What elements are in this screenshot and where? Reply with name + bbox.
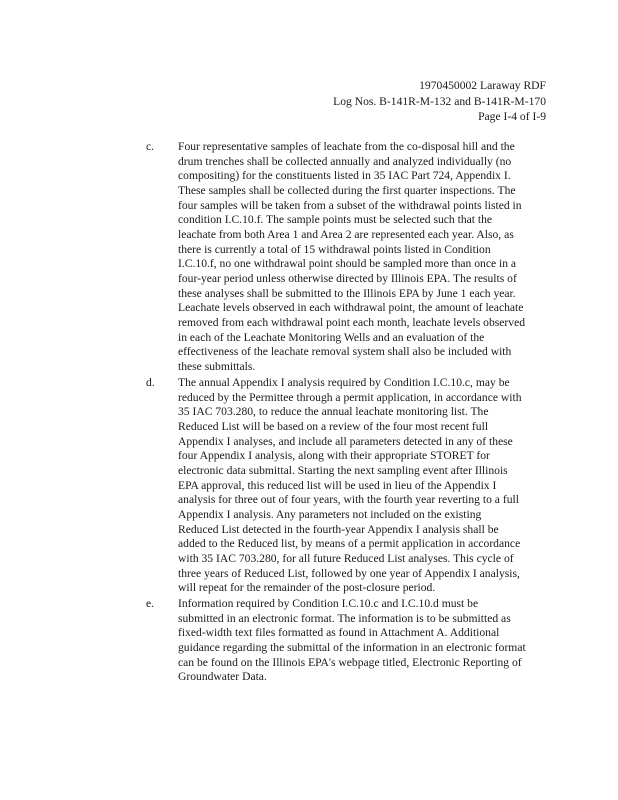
text-line: effectiveness of the leachate removal system shall also be included with — [178, 345, 512, 359]
text-line: can be found on the Illinois EPA's webpage titled, Electronic Reporting of — [178, 655, 522, 669]
text-line: will repeat for the remainder of the post-closure period. — [178, 581, 436, 595]
facility-id-line: 1970450002 Laraway RDF — [419, 79, 546, 92]
text-line: analysis for three out of four years, with the fourth year reverting to a full — [178, 493, 519, 507]
text-line: removed from each withdrawal point each month, leachate levels observed — [178, 315, 526, 329]
text-line: The annual Appendix I analysis required by Condition I.C.10.c, may be — [178, 376, 510, 389]
text-line: Groundwater Data. — [178, 670, 267, 684]
item-text — [178, 140, 546, 375]
text-line: four-year period unless otherwise directed by Illinois EPA. The results of — [178, 271, 517, 285]
text-line: EPA approval, this reduced list will be used in lieu of the Appendix I — [178, 478, 497, 492]
item-text — [178, 376, 546, 596]
text-line: Appendix I analysis. Any parameters not included on the existing — [178, 507, 482, 521]
text-line: compositing) for the constituents listed in 35 IAC Part 724, Appendix I. — [178, 169, 511, 183]
text-line: there is currently a total of 15 withdrawal points listed in Condition — [178, 242, 491, 256]
item-label: c. — [146, 140, 155, 153]
log-numbers-line: Log Nos. B-141R-M-132 and B-141R-M-170 — [333, 94, 546, 108]
text-line: three years of Reduced List, followed by one year of Appendix I analysis, — [178, 566, 520, 580]
text-line: four samples will be taken from a subset of the withdrawal points listed in — [178, 198, 522, 212]
text-line: These samples shall be collected during the first quarter inspections. The — [178, 183, 516, 197]
text-line: fixed-width text files formatted as found in Attachment A. Additional — [178, 626, 500, 640]
text-line: these analyses shall be submitted to the Illinois EPA by June 1 each year. — [178, 286, 516, 300]
page-number-line: Page I-4 of I-9 — [478, 110, 546, 123]
item-label: e. — [146, 597, 155, 610]
text-line: Reduced List will be based on a review of the four most recent full — [178, 419, 489, 433]
text-line: added to the Reduced list, by means of a permit application in accordance — [178, 537, 521, 551]
text-line: these submittals. — [178, 359, 256, 373]
text-line: submitted in an electronic format. The information is to be submitted as — [178, 611, 511, 625]
text-line: in each of the Leachate Monitoring Wells and an evaluation of the — [178, 330, 485, 344]
text-line: condition I.C.10.f. The sample points must be selected such that the — [178, 213, 493, 227]
text-line: drum trenches shall be collected annually and analyzed individually (no — [178, 154, 512, 168]
text-line: Leachate levels observed in each withdrawal point, the amount of leachate — [178, 301, 524, 315]
text-line: with 35 IAC 703.280, for all future Reduced List analyses. This cycle of — [178, 551, 514, 565]
text-line: leachate from both Area 1 and Area 2 are represented each year. Also, as — [178, 227, 514, 241]
text-line: electronic data submittal. Starting the next sampling event after Illinois — [178, 463, 508, 477]
item-label: d. — [146, 376, 155, 389]
text-line: Information required by Condition I.C.10.c and I.C.10.d must be — [178, 597, 479, 610]
item-text — [178, 597, 546, 685]
text-line: Appendix I analyses, and include all parameters detected in any of these — [178, 434, 513, 448]
text-line: 35 IAC 703.280, to reduce the annual leachate monitoring list. The — [178, 405, 489, 419]
text-line: Reduced List detected in the fourth-year Appendix I analysis shall be — [178, 522, 499, 536]
page-header — [333, 78, 546, 125]
text-line: I.C.10.f, no one withdrawal point should be sampled more than once in a — [178, 257, 517, 271]
text-line: guidance regarding the submittal of the information in an electronic format — [178, 640, 526, 654]
text-line: Four representative samples of leachate from the co-disposal hill and the — [178, 140, 515, 153]
text-line: reduced by the Permittee through a permit application, in accordance with — [178, 390, 522, 404]
text-line: four Appendix I analysis, along with their appropriate STORET for — [178, 449, 490, 463]
